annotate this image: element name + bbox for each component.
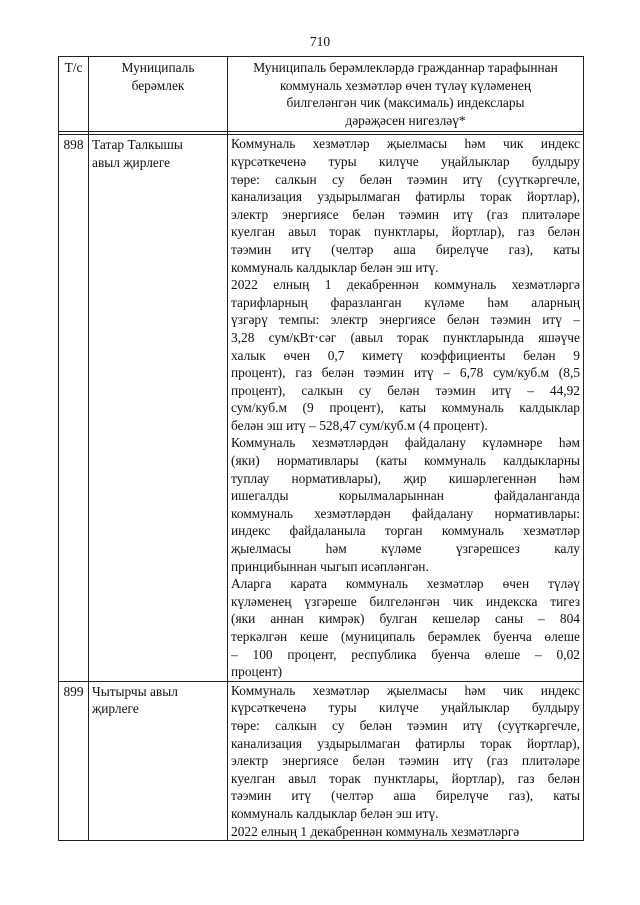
justification-line: 2022 елның 1 декабреннән коммуналь хезмәтләргә	[231, 823, 520, 839]
justification-line: ишегалды корылмаларыннан файдаланганда	[231, 488, 580, 504]
header-justification-line: билгеләнгән чик (максималь) индекслары	[286, 95, 525, 111]
justification-paragraph	[231, 682, 580, 823]
justification-line: коммуналь калдыклар белән эш итү.	[231, 259, 439, 275]
justification-paragraph	[231, 823, 580, 841]
table-row	[59, 681, 584, 840]
justification-cell	[228, 135, 584, 681]
row-number: 899	[63, 683, 84, 699]
header-municipality	[89, 57, 228, 132]
municipality-name-line: Чытырчы авыл	[92, 683, 178, 699]
justification-line: күрсәткеченә туры килүче уңайлыклар булдыру	[231, 153, 580, 169]
header-number-label: Т/с	[64, 60, 83, 75]
justification-line: электр энергиясе белән тәэмин итү (газ плитәләре	[231, 753, 580, 769]
justification-line: куелган авыл торак пунктлары, йортлар), газ белән	[231, 224, 580, 240]
justification-line: тәэмин итү (челтәр аша бирелүче газ), каты	[231, 241, 580, 257]
justification-line: канализация уздырылмаган фатирлы торак йортлар),	[231, 189, 580, 205]
justification-line: Коммуналь хезмәтләрдән файдалану күләмнәре һәм	[231, 435, 580, 451]
justification-line: – 100 процент, республика буенча өлеше – 0,02	[231, 646, 580, 662]
justification-line: белән эш итү – 528,47 сум/куб.м (4 процент).	[231, 417, 488, 433]
regulation-table	[58, 56, 584, 841]
municipality-name-cell	[89, 135, 228, 681]
row-number-cell	[59, 681, 89, 840]
justification-line: тәэмин итү (челтәр аша бирелүче газ), каты	[231, 788, 580, 804]
justification-line: төре: салкын су белән тәэмин итү (суүткәргечле,	[231, 171, 580, 187]
justification-line: канализация уздырылмаган фатирлы торак йортлар),	[231, 735, 580, 751]
justification-line: (яки) нормативлары (каты коммуналь калдыкларны	[231, 453, 580, 469]
municipality-name-cell	[89, 681, 228, 840]
justification-line: күләменең үзгәреше билгеләнгән чик индекска тигез	[231, 593, 580, 609]
justification-paragraph	[231, 276, 580, 434]
justification-cell	[228, 681, 584, 840]
header-municipality-line: берәмлек	[131, 77, 185, 93]
justification-line: халык өчен 0,7 киметү коэффициенты белән 9	[231, 347, 580, 363]
justification-line: индекс файдаланыла торган коммуналь хезмәтләр	[231, 523, 580, 539]
header-justification-line: дәрәҗәсен нигезләү*	[345, 112, 466, 128]
municipality-name-line: авыл җирлеге	[92, 154, 171, 170]
justification-line: теркәлгән кеше (муниципаль берәмлек буенча өлеше	[231, 629, 580, 644]
justification-line: коммуналь хезмәтләрдән файдалану нормативлары:	[231, 505, 580, 521]
justification-line: процент)	[231, 664, 283, 680]
justification-line: 2022 елның 1 декабреннән коммуналь хезмәтләргә	[231, 277, 580, 293]
justification-line: принцибыннан чыгып исәпләнгән.	[231, 558, 429, 574]
justification-paragraph	[231, 575, 580, 681]
justification-paragraph	[231, 434, 580, 575]
justification-line: коммуналь калдыклар белән эш итү.	[231, 805, 439, 821]
justification-line: куелган авыл торак пунктлары, йортлар), газ белән	[231, 770, 580, 786]
municipality-name-line: Татар Талкышы	[92, 137, 183, 153]
row-number: 898	[63, 137, 84, 153]
justification-line: сум/куб.м (9 процент), каты коммуналь калдыклар	[231, 400, 580, 416]
justification-line: Коммуналь хезмәтләр җыелмасы һәм чик индекс	[231, 682, 580, 698]
justification-paragraph	[231, 135, 580, 276]
row-number-cell	[59, 135, 89, 681]
justification-line: үзгәрү темпы: электр энергиясе белән тәэмин итү –	[231, 312, 580, 328]
municipality-name-line: җирлеге	[92, 701, 139, 717]
table-row	[59, 135, 584, 681]
header-number	[59, 57, 89, 132]
justification-line: Коммуналь хезмәтләр җыелмасы һәм чик индекс	[231, 136, 580, 152]
justification-line: электр энергиясе белән тәэмин итү (газ плитәләре	[231, 206, 580, 222]
page-number: 710	[309, 34, 331, 49]
header-justification-line: Муниципаль берәмлекләрдә гражданнар тарафыннан	[253, 60, 558, 75]
justification-line: төре: салкын су белән тәэмин итү (суүткәргечле,	[231, 717, 580, 733]
justification-line: җыелмасы һәм күләме үзгәрешсез калу	[231, 541, 580, 557]
header-justification	[228, 57, 584, 132]
header-municipality-line: Муниципаль	[121, 60, 195, 75]
justification-line: күрсәткеченә туры килүче уңайлыклар булдыру	[231, 700, 580, 716]
justification-line: туплау нормативлары), җир кишәрлегеннән һәм	[231, 470, 580, 486]
justification-line: Аларга карата коммуналь хезмәтләр өчен түләү	[231, 576, 580, 592]
justification-line: 3,28 сум/кВт·сәг (авыл торак пунктларында яшәүче	[231, 329, 580, 345]
justification-line: процент), салкын су белән тәэмин итү – 44,92	[231, 382, 580, 398]
header-justification-line: коммуналь хезмәтләр өчен түләү күләменең	[279, 77, 532, 93]
justification-line: тарифларның фаразланган күләме һәм аларның	[231, 294, 580, 310]
table-header-row	[59, 57, 584, 132]
justification-line: (яки аннан кимрәк) булган кешеләр саны – 804	[231, 611, 580, 627]
justification-line: процент), газ белән тәэмин итү – 6,78 сум/куб.м (8,5	[231, 365, 580, 381]
